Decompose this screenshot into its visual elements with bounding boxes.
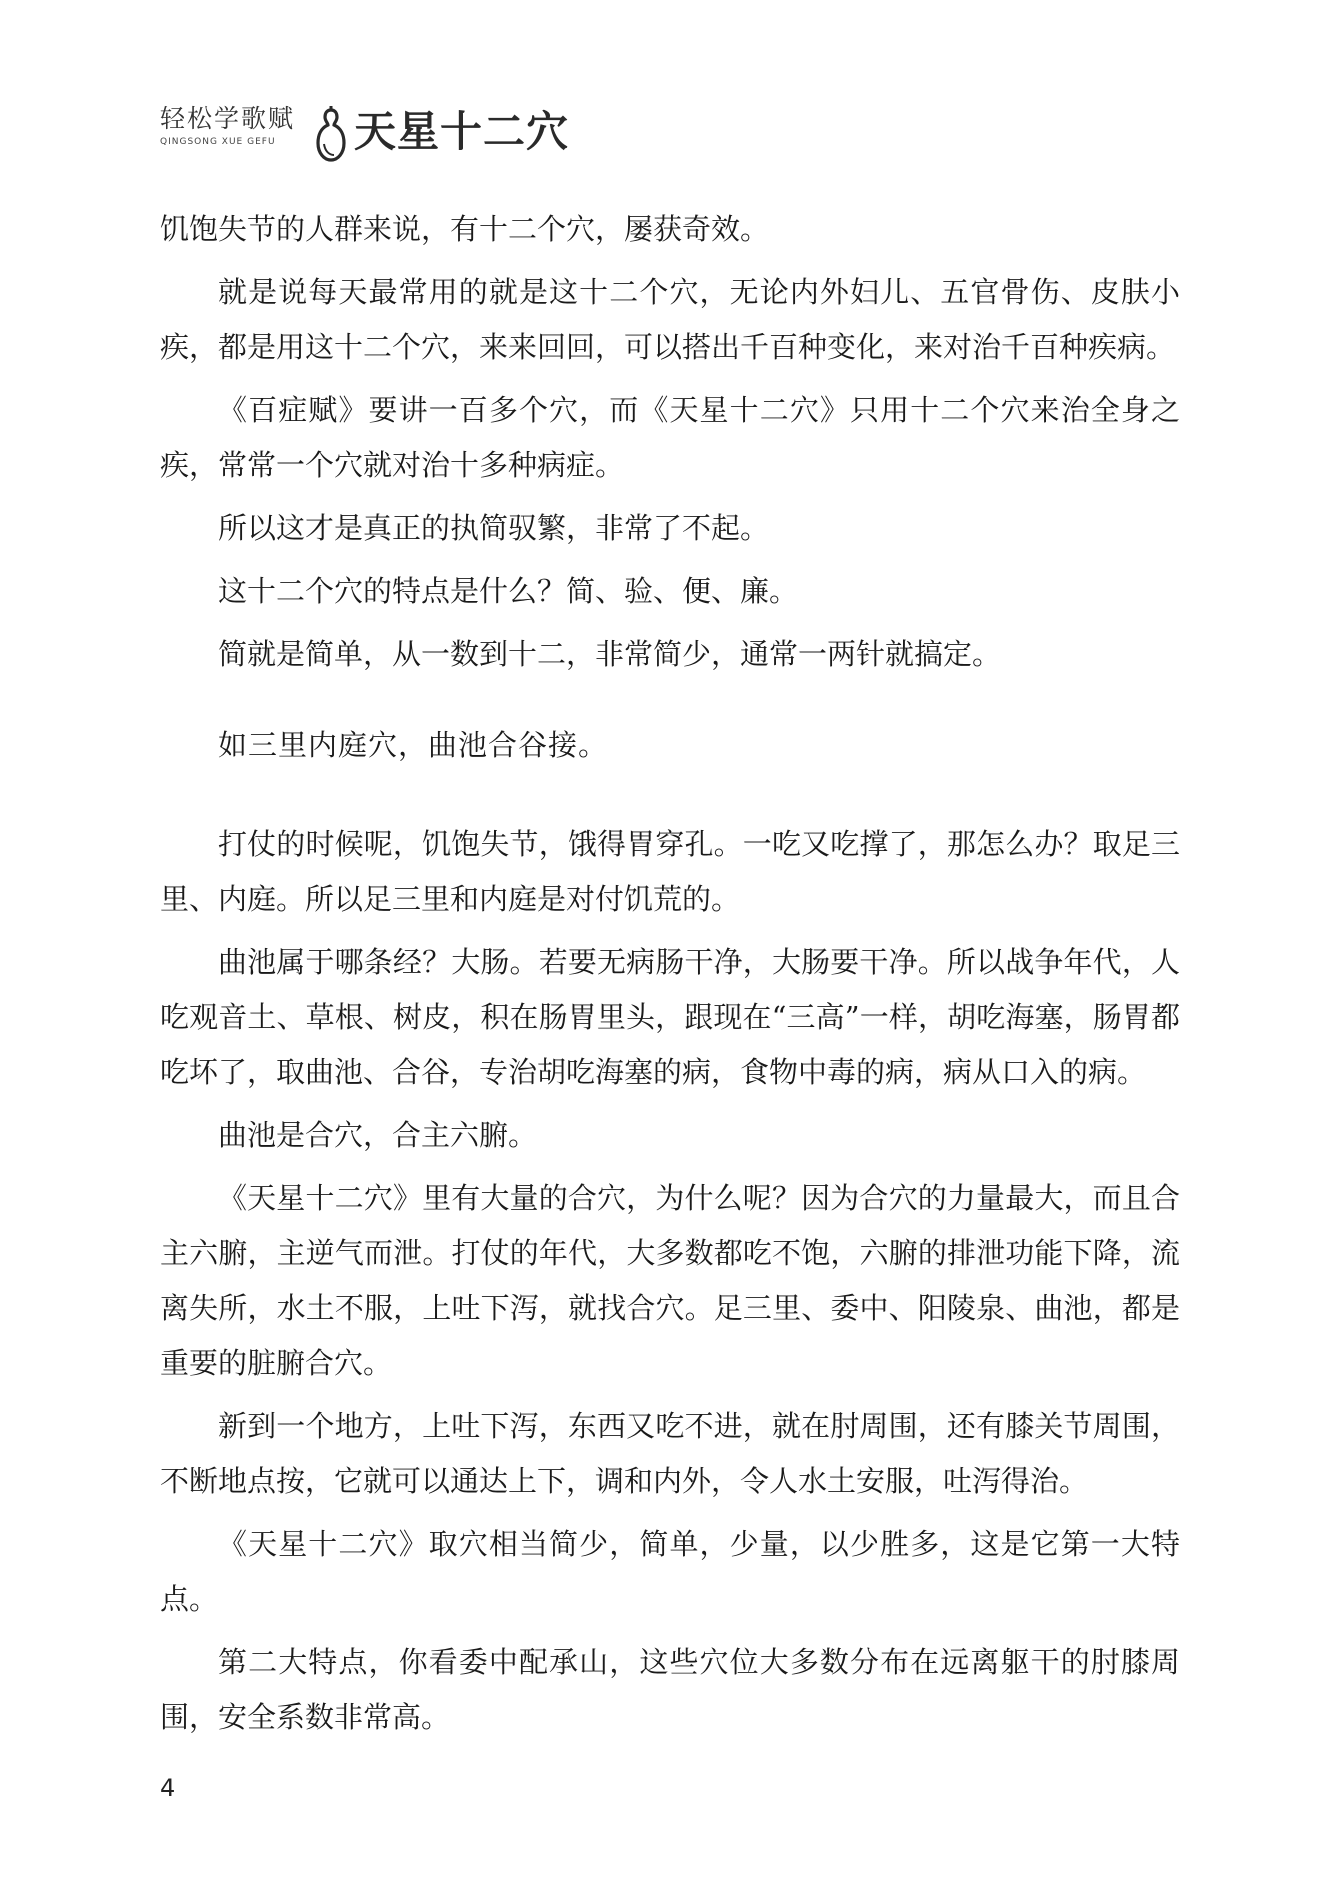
series-title: 轻松学歌赋 (160, 104, 296, 133)
paragraph: 曲池属于哪条经？大肠。若要无病肠干净，大肠要干净。所以战争年代，人吃观音土、草根、树皮，积在肠胃里头，跟现在“三高”一样，胡吃海塞，肠胃都吃坏了，取曲池、合谷，专治胡吃海塞的病，食物中毒的病，病从口入的病。 (160, 945, 1180, 1089)
series-block (160, 104, 310, 147)
paragraph: 这十二个穴的特点是什么？简、验、便、廉。 (218, 574, 799, 608)
gourd-icon (316, 106, 346, 162)
paragraph: 曲池是合穴，合主六腑。 (218, 1118, 538, 1152)
paragraph: 饥饱失节的人群来说，有十二个穴，屡获奇效。 (160, 212, 770, 246)
body-text (160, 202, 1180, 1753)
paragraph: 简就是简单，从一数到十二，非常简少，通常一两针就搞定。 (218, 637, 1002, 671)
series-pinyin: QINGSONG XUE GEFU (160, 137, 276, 147)
paragraph: 新到一个地方，上吐下泻，东西又吃不进，就在肘周围，还有膝关节周围，不断地点按，它就可以通达上下，调和内外，令人水土安服，吐泻得治。 (160, 1409, 1180, 1498)
paragraph: 第二大特点，你看委中配承山，这些穴位大多数分布在远离躯干的肘膝周围，安全系数非常高。 (160, 1645, 1180, 1734)
book-title: 天星十二穴 (354, 107, 570, 156)
page-number: 4 (160, 1774, 176, 1802)
paragraph: 《百症赋》要讲一百多个穴，而《天星十二穴》只用十二个穴来治全身之疾，常常一个穴就对治十多种病症。 (160, 393, 1180, 482)
paragraph: 所以这才是真正的执简驭繁，非常了不起。 (218, 511, 770, 545)
running-header (160, 104, 569, 164)
paragraph: 就是说每天最常用的就是这十二个穴，无论内外妇儿、五官骨伤、皮肤小疾，都是用这十二个穴，来来回回，可以搭出千百种变化，来对治千百种疾病。 (160, 275, 1180, 364)
verse-line: 如三里内庭穴，曲池合谷接。 (218, 728, 609, 762)
paragraph: 《天星十二穴》里有大量的合穴，为什么呢？因为合穴的力量最大，而且合主六腑，主逆气而泄。打仗的年代，大多数都吃不饱，六腑的排泄功能下降，流离失所，水土不服，上吐下泻，就找合穴。足三里、委中、阳陵泉、曲池，都是重要的脏腑合穴。 (160, 1181, 1180, 1380)
paragraph: 打仗的时候呢，饥饱失节，饿得胃穿孔。一吃又吃撑了，那怎么办？取足三里、内庭。所以足三里和内庭是对付饥荒的。 (160, 827, 1180, 916)
paragraph: 《天星十二穴》取穴相当简少，简单，少量，以少胜多，这是它第一大特点。 (160, 1527, 1180, 1616)
